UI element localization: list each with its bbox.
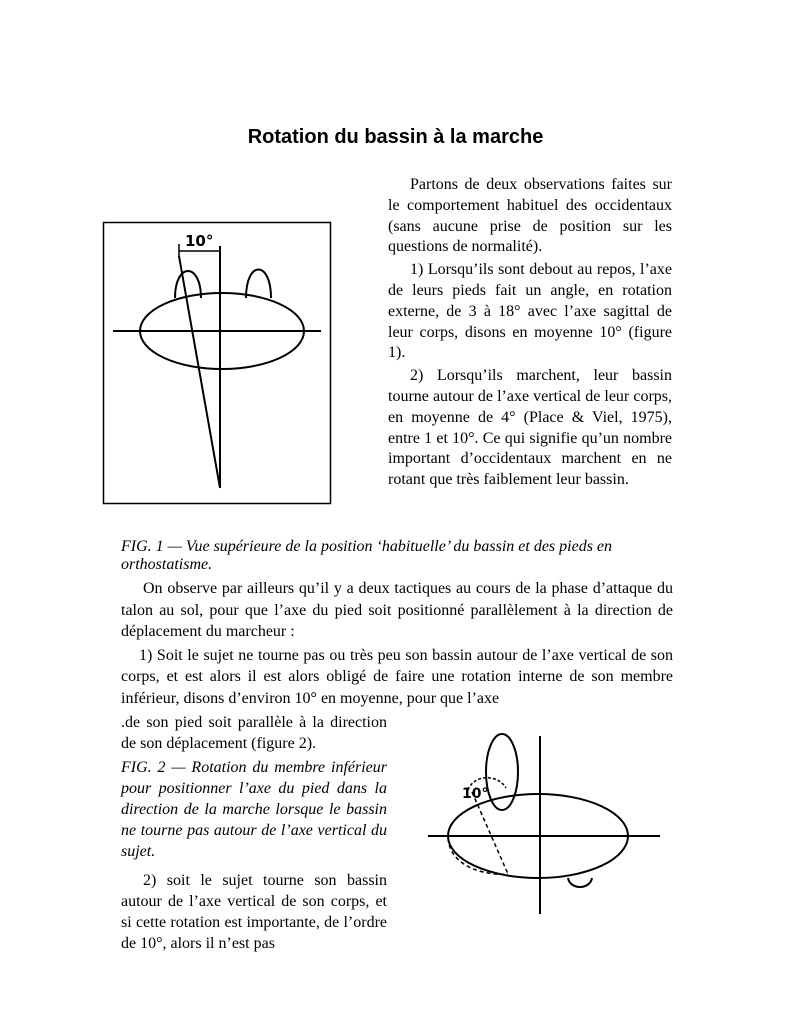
paragraph-observation-2: 2) Lorsqu’ils marchent, leur bassin tourne autour de l’axe vertical de leur corps, en moyenne de 4° (Place & Viel, 1975), entre 1 et 10°. Ce qui signifie qu’un nombre important d’occidentaux marchent en ne rotant que très faiblement leur bassin. (388, 367, 672, 489)
right-column (388, 175, 672, 491)
rotated-foot-shape (486, 734, 518, 810)
paragraph-observation-1: 1) Lorsqu’ils sont debout au repos, l’axe de leurs pieds fait un angle, en rotation externe, de 3 à 18° avec l’axe sagittal de leur corps, disons en moyenne 10° (figure 1). (388, 261, 672, 362)
paragraph-tactic-1: 1) Soit le sujet ne tourne pas ou très peu son bassin autour de l’axe vertical de son corps, et est alors il est alors obligé de faire une rotation interne de son membre inférieur, disons d’environ 10° en moyenne, pour que l’axe (121, 646, 673, 707)
right-foot-shape (246, 270, 271, 299)
foot-axis (179, 256, 220, 488)
paragraph-intro: Partons de deux observations faites sur le comportement habituel des occidentaux (sans aucune prise de position sur les questions de normalité). (388, 176, 672, 256)
dashed-axis (472, 792, 508, 874)
left-column (121, 712, 387, 954)
paragraph-tactic-2: 2) soit le sujet tourne son bassin autour de l’axe vertical de son corps, et si cette rotation est importante, de l’ordre de 10°, alors il n’est pas (121, 872, 387, 952)
page-title: Rotation du bassin à la marche (247, 126, 544, 148)
figure-2-angle-label: 10° (462, 786, 489, 802)
full-width-body (121, 578, 673, 709)
figure-2 (428, 728, 668, 918)
figure-1-frame (104, 223, 331, 504)
other-foot-shape (568, 878, 592, 887)
figure-2-caption: FIG. 2 — Rotation du membre inférieur pour positionner l’axe du pied dans la direction de la marche lorsque le bassin ne tourne pas autour de l’axe vertical du sujet. (121, 759, 387, 860)
figure-1-caption: FIG. 1 — Vue supérieure de la position ‘habituelle’ du bassin et des pieds en orthostatisme. (121, 538, 613, 573)
paragraph-continuation: .de son pied soit parallèle à la direction de son déplacement (figure 2). (121, 714, 387, 752)
dashed-contour (448, 838, 508, 874)
figure-1 (103, 222, 331, 504)
paragraph-tactics: On observe par ailleurs qu’il y a deux tactiques au cours de la phase d’attaque du talon au sol, pour que l’axe du pied soit positionné parallèlement à la direction de déplacement du marcheur : (121, 580, 673, 640)
figure-1-angle-label: 10° (185, 232, 214, 250)
